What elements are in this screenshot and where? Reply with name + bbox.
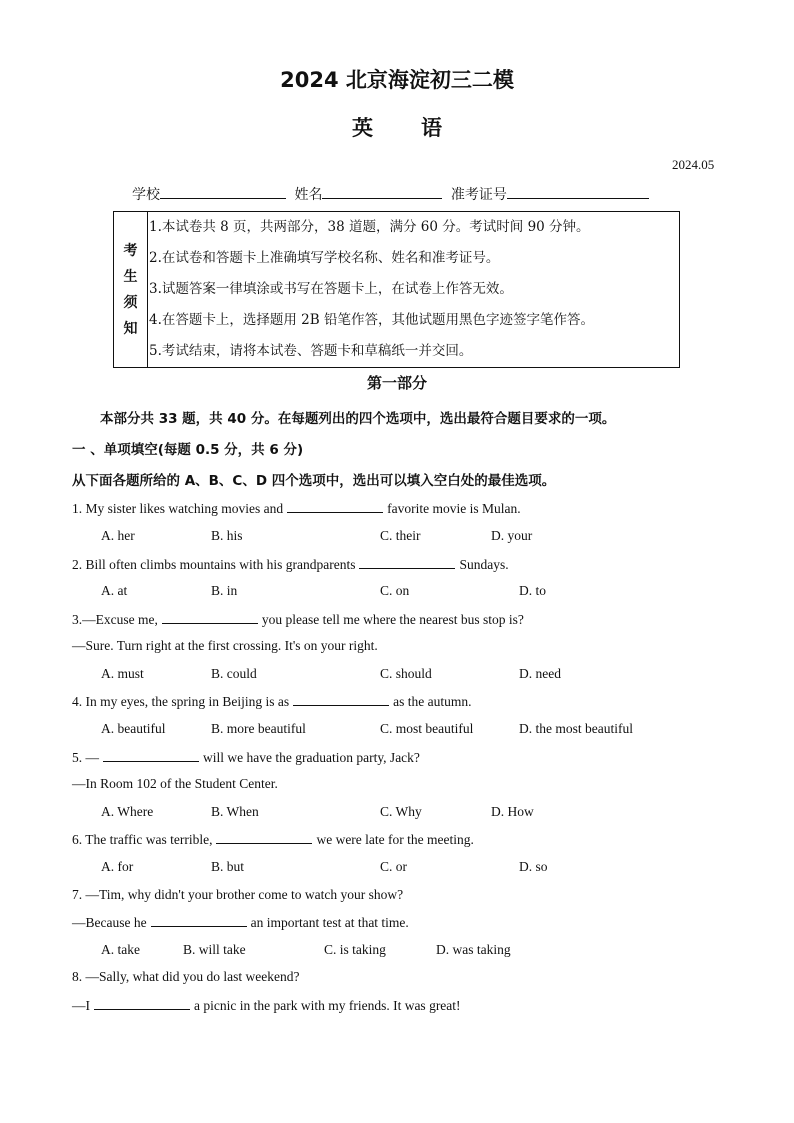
option: A. must xyxy=(101,666,144,681)
question-text: favorite movie is Mulan. xyxy=(387,501,521,516)
question-1 xyxy=(72,500,521,517)
option: B. in xyxy=(211,583,238,598)
question-text: a picnic in the park with my friends. It was great! xyxy=(194,998,461,1013)
option: C. or xyxy=(380,859,407,874)
question-text: Sundays. xyxy=(459,557,509,572)
option: B. When xyxy=(211,804,259,819)
school-field[interactable] xyxy=(160,184,286,199)
exam-title: 2024 北京海淀初三二模 xyxy=(280,68,514,92)
question-text: —Because he xyxy=(72,915,147,930)
answer-blank xyxy=(103,749,199,762)
option: D. to xyxy=(519,583,546,598)
notice-item: 1.本试卷共 8 页，共两部分，38 道题，满分 60 分。考试时间 90 分钟。 xyxy=(149,219,590,235)
option: C. Why xyxy=(380,804,422,819)
part-intro: 本部分共 33 题，共 40 分。在每题列出的四个选项中，选出最符合题目要求的一项。 xyxy=(100,411,616,427)
notice-heading-char: 须 xyxy=(123,294,138,311)
question-7-reply xyxy=(72,914,409,931)
question-text: 4. In my eyes, the spring in Beijing is as xyxy=(72,694,290,709)
question-7: 7. —Tim, why didn't your brother come to watch your show? xyxy=(72,887,404,902)
option: C. most beautiful xyxy=(380,721,474,736)
option: C. is taking xyxy=(324,942,386,957)
option: A. take xyxy=(101,942,140,957)
option: A. her xyxy=(101,528,135,543)
question-5 xyxy=(72,749,420,766)
option: D. How xyxy=(491,804,534,819)
exam-date: 2024.05 xyxy=(672,157,715,172)
answer-blank xyxy=(216,831,312,844)
question-text: 3.—Excuse me, xyxy=(72,612,158,627)
question-8: 8. —Sally, what did you do last weekend? xyxy=(72,969,300,984)
question-3-reply: —Sure. Turn right at the first crossing. It's on your right. xyxy=(72,638,378,653)
option: B. but xyxy=(211,859,245,874)
question-text: 1. My sister likes watching movies and xyxy=(72,501,284,516)
option: D. so xyxy=(519,859,548,874)
answer-blank xyxy=(359,556,455,569)
answer-blank xyxy=(94,997,190,1010)
section-title-text: 一 、单项填空(每题 0.5 分，共 6 分) xyxy=(72,442,304,458)
question-3 xyxy=(72,611,524,628)
school-label: 学校 xyxy=(132,187,160,203)
option: C. should xyxy=(380,666,432,681)
answer-blank xyxy=(287,500,383,513)
option: B. his xyxy=(211,528,243,543)
notice-item: 2.在试卷和答题卡上准确填写学校名称、姓名和准考证号。 xyxy=(149,250,500,266)
answer-blank xyxy=(151,914,247,927)
question-text: an important test at that time. xyxy=(250,915,409,930)
subject-char: 语 xyxy=(421,116,442,140)
question-8-reply xyxy=(72,997,461,1014)
notice-item: 4.在答题卡上，选择题用 2B 铅笔作答，其他试题用黑色字迹签字笔作答。 xyxy=(149,312,594,328)
question-5-reply: —In Room 102 of the Student Center. xyxy=(72,776,278,791)
name-field[interactable] xyxy=(322,184,442,199)
section-title xyxy=(72,438,303,458)
notice-heading-char: 知 xyxy=(123,320,138,337)
option: B. more beautiful xyxy=(211,721,306,736)
option: B. could xyxy=(211,666,257,681)
option: C. their xyxy=(380,528,421,543)
question-text: 6. The traffic was terrible, xyxy=(72,832,213,847)
option: D. need xyxy=(519,666,561,681)
question-text: 5. — xyxy=(72,750,99,765)
notice-heading xyxy=(114,212,148,367)
question-text: as the autumn. xyxy=(393,694,472,709)
option: D. your xyxy=(491,528,533,543)
option: B. will take xyxy=(183,942,246,957)
notice-heading-char: 考 xyxy=(123,242,138,259)
notice-heading-char: 生 xyxy=(123,268,138,285)
exam-number-field[interactable] xyxy=(507,184,649,199)
question-6 xyxy=(72,831,474,848)
option: A. beautiful xyxy=(101,721,166,736)
section-instruction: 从下面各题所给的 A、B、C、D 四个选项中，选出可以填入空白处的最佳选项。 xyxy=(72,473,556,489)
notice-item: 5.考试结束，请将本试卷、答题卡和草稿纸一并交回。 xyxy=(149,343,473,359)
part-title: 第一部分 xyxy=(366,374,427,392)
question-text: you please tell me where the nearest bus stop is? xyxy=(261,612,524,627)
candidate-notice-box xyxy=(113,211,680,368)
subject-title xyxy=(0,112,794,142)
answer-blank xyxy=(162,611,258,624)
answer-blank xyxy=(293,693,389,706)
question-text: 2. Bill often climbs mountains with his grandparents xyxy=(72,557,356,572)
question-4 xyxy=(72,693,471,710)
option: C. on xyxy=(380,583,410,598)
exam-number-label: 准考证号 xyxy=(450,187,507,203)
option: A. Where xyxy=(101,804,154,819)
candidate-info-fields xyxy=(132,184,653,204)
option: A. for xyxy=(101,859,134,874)
option: A. at xyxy=(101,583,128,598)
subject-char: 英 xyxy=(352,116,373,140)
question-text: will we have the graduation party, Jack? xyxy=(203,750,420,765)
question-2 xyxy=(72,556,509,573)
name-label: 姓名 xyxy=(294,187,323,203)
question-text: we were late for the meeting. xyxy=(316,832,474,847)
option: D. the most beautiful xyxy=(519,721,633,736)
question-text: —I xyxy=(72,998,90,1013)
notice-item: 3.试题答案一律填涂或书写在答题卡上，在试卷上作答无效。 xyxy=(149,281,513,297)
option: D. was taking xyxy=(436,942,511,957)
